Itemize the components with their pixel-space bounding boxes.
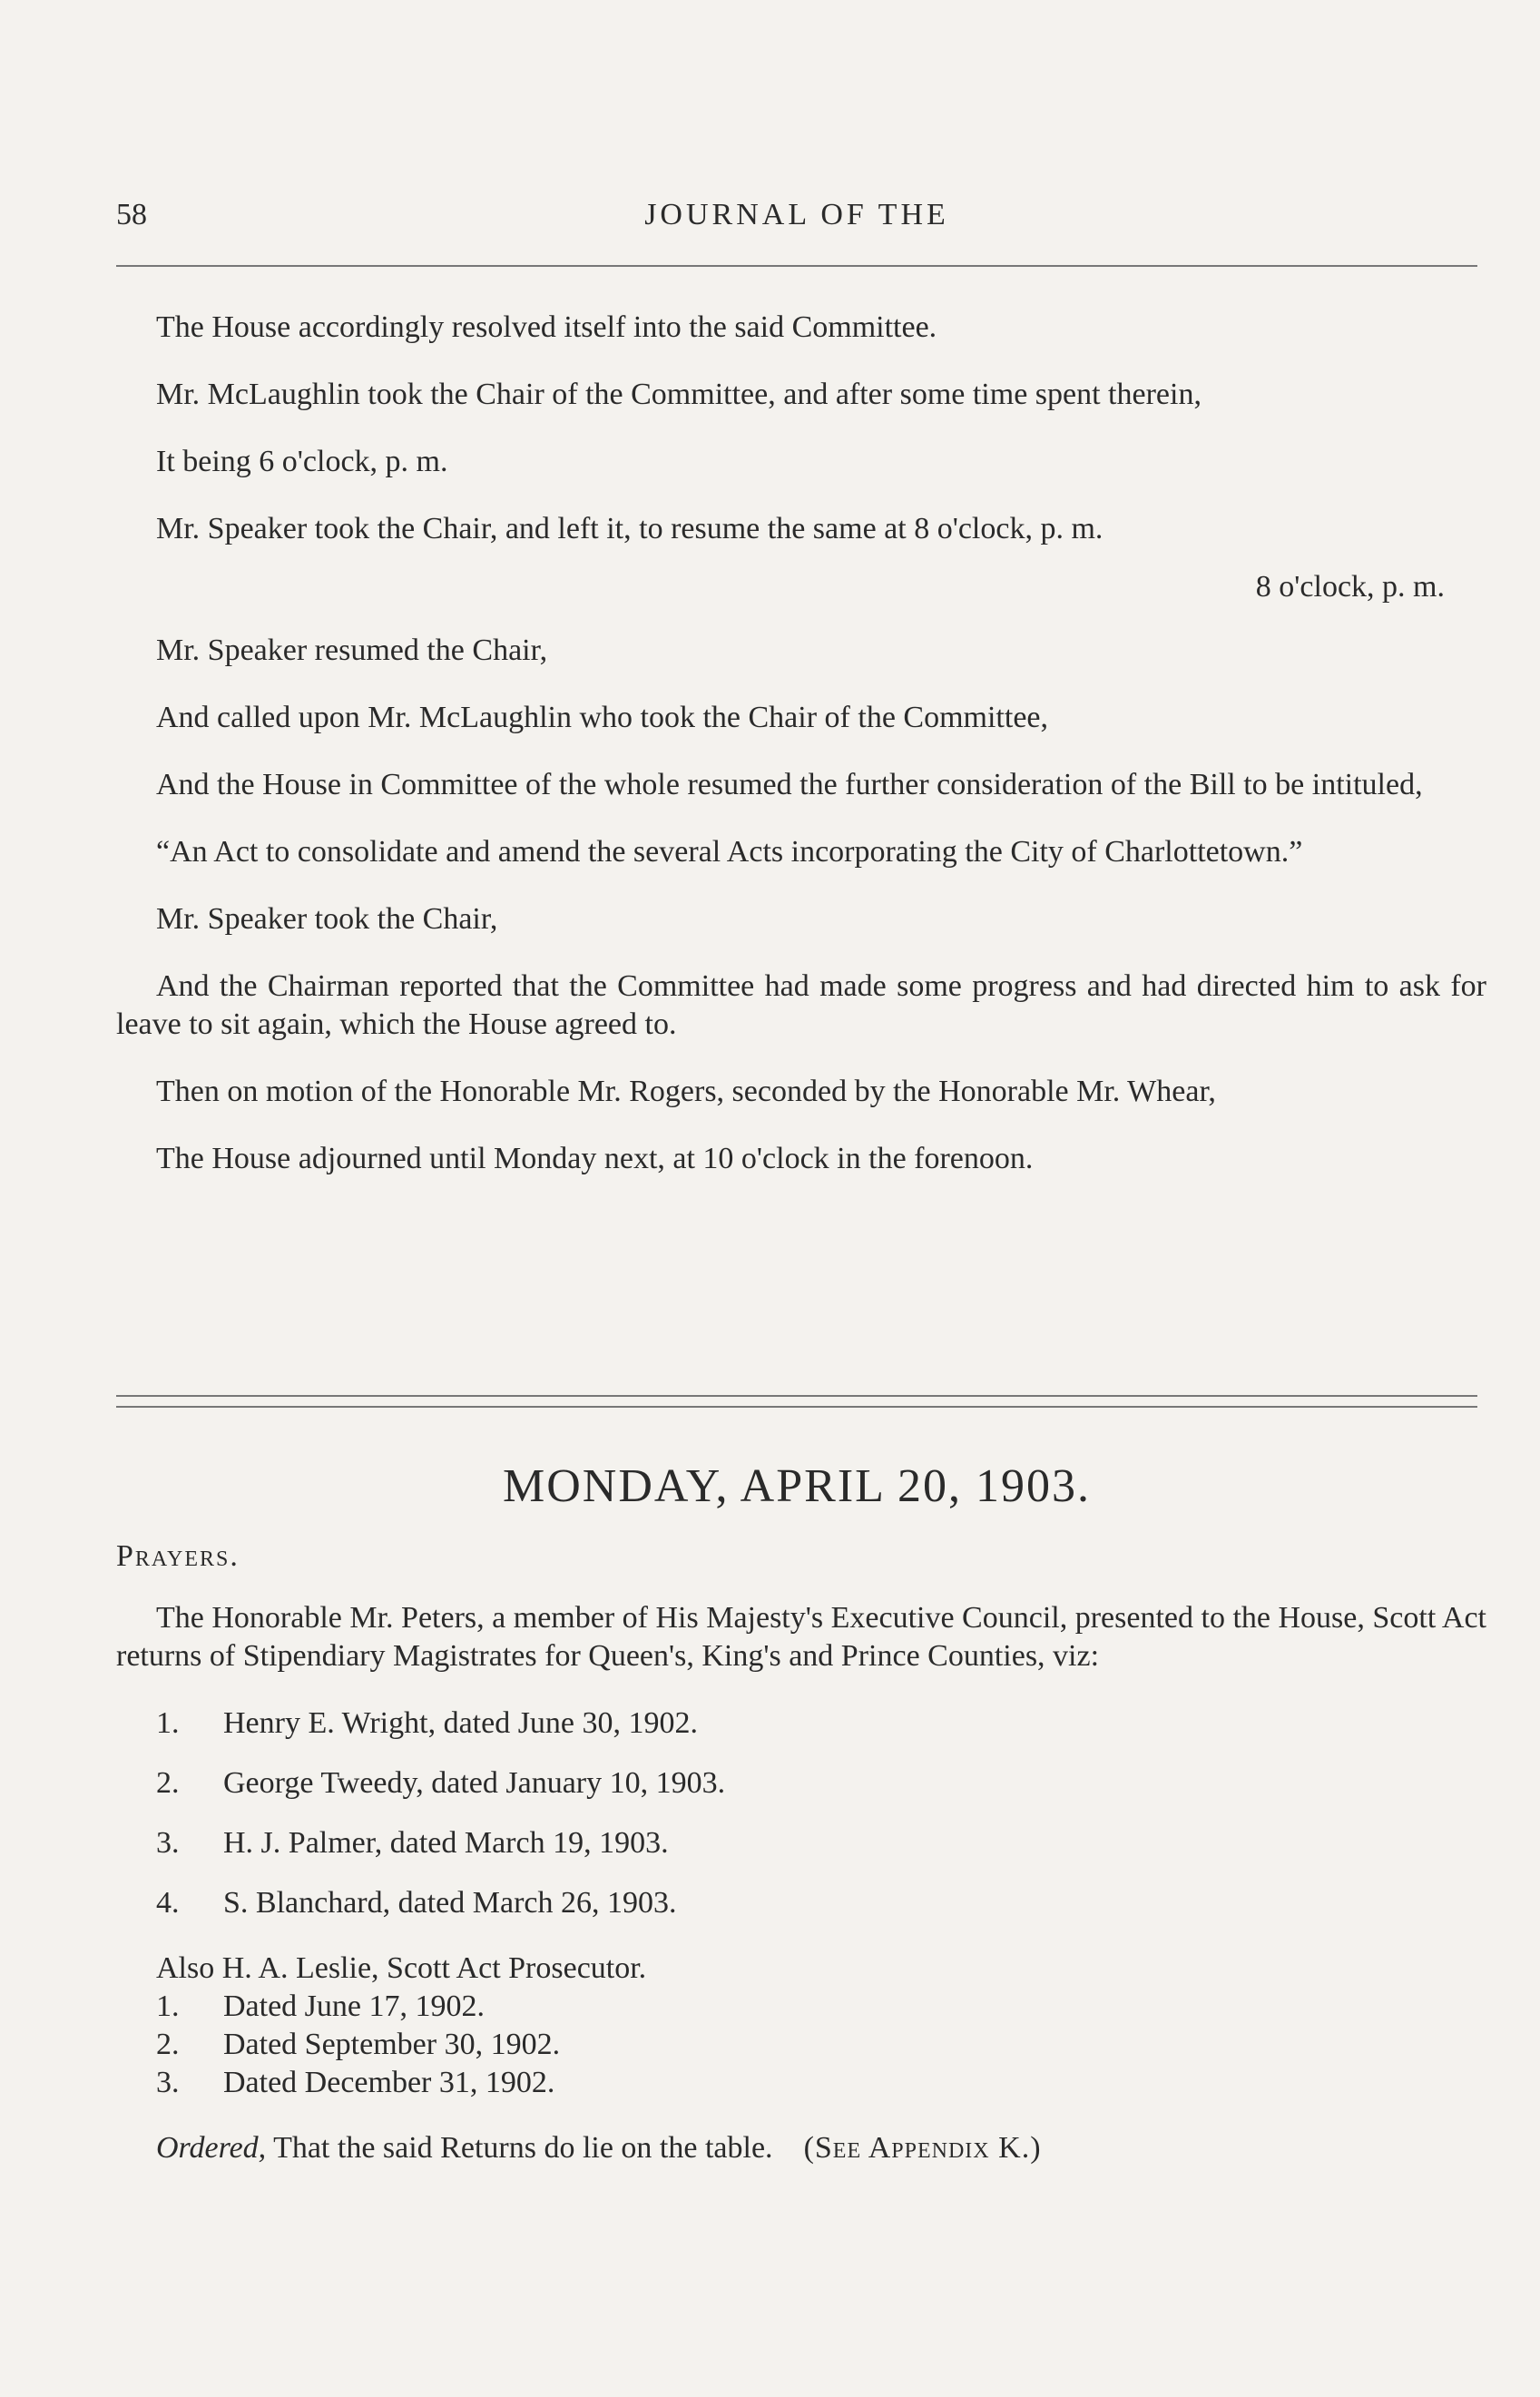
list-item bbox=[116, 1884, 1486, 1922]
paragraph: Mr. McLaughlin took the Chair of the Committee, and after some time spent therein, bbox=[156, 378, 1202, 411]
page-number: 58 bbox=[116, 198, 147, 231]
item-number: 4. bbox=[156, 1886, 180, 1920]
paragraph: And called upon Mr. McLaughlin who took the Chair of the Committee, bbox=[156, 701, 1048, 734]
time-note: 8 o'clock, p. m. bbox=[1255, 570, 1445, 604]
paragraph: And the Chairman reported that the Committee had made some progress and had directed him to ask for leave to sit again, which the House agreed to. bbox=[116, 969, 1486, 1041]
order-paragraph bbox=[116, 2129, 1486, 2167]
item-number: 3. bbox=[156, 2066, 180, 2099]
prayers-heading: Prayers. bbox=[116, 1539, 240, 1573]
item-text: Dated September 30, 1902. bbox=[223, 2028, 561, 2061]
list-item bbox=[116, 1704, 1486, 1743]
item-text: H. J. Palmer, dated March 19, 1903. bbox=[223, 1826, 669, 1860]
proceedings-section-2 bbox=[116, 1537, 1486, 2196]
item-text: Dated June 17, 1902. bbox=[223, 1989, 486, 2023]
paragraph: The Honorable Mr. Peters, a member of His Majesty's Executive Council, presented to the House, Scott Act returns of Stipendiary Magistrates for Queen's, King's and Prince Counties, viz: bbox=[116, 1601, 1486, 1673]
prosecutor-list bbox=[116, 1988, 1486, 2102]
paragraph: The House adjourned until Monday next, at 10 o'clock in the forenoon. bbox=[156, 1142, 1034, 1175]
item-number: 3. bbox=[156, 1826, 180, 1860]
list-item bbox=[116, 1764, 1486, 1803]
page-header bbox=[116, 198, 1477, 243]
paragraph: Mr. Speaker resumed the Chair, bbox=[156, 634, 548, 667]
list-item bbox=[116, 2064, 1486, 2102]
section-divider bbox=[116, 1395, 1477, 1408]
also-line: Also H. A. Leslie, Scott Act Prosecutor. bbox=[156, 1951, 647, 1985]
item-number: 2. bbox=[156, 1766, 180, 1800]
item-text: S. Blanchard, dated March 26, 1903. bbox=[223, 1886, 677, 1920]
item-text: Henry E. Wright, dated June 30, 1902. bbox=[223, 1706, 699, 1740]
appendix-reference: (See Appendix K.) bbox=[803, 2131, 1042, 2165]
item-number: 1. bbox=[156, 1989, 180, 2023]
paragraph: Mr. Speaker took the Chair, and left it, to resume the same at 8 o'clock, p. m. bbox=[156, 512, 1104, 545]
item-text: Dated December 31, 1902. bbox=[223, 2066, 555, 2099]
paragraph: Then on motion of the Honorable Mr. Rogers, seconded by the Honorable Mr. Whear, bbox=[156, 1075, 1216, 1108]
proceedings-section-1 bbox=[116, 309, 1486, 1207]
returns-list bbox=[116, 1704, 1486, 1922]
list-item bbox=[116, 2026, 1486, 2064]
paragraph: The House accordingly resolved itself into the said Committee. bbox=[156, 310, 937, 344]
running-title: JOURNAL OF THE bbox=[644, 198, 949, 231]
item-number: 1. bbox=[156, 1706, 180, 1740]
header-rule bbox=[116, 265, 1477, 267]
item-number: 2. bbox=[156, 2028, 180, 2061]
list-item bbox=[116, 1988, 1486, 2026]
paragraph: It being 6 o'clock, p. m. bbox=[156, 445, 448, 478]
bill-title: “An Act to consolidate and amend the several Acts incorporating the City of Charlottetown.” bbox=[156, 835, 1303, 869]
paragraph: Mr. Speaker took the Chair, bbox=[156, 902, 498, 936]
ordered-text: That the said Returns do lie on the table. bbox=[266, 2131, 773, 2165]
item-text: George Tweedy, dated January 10, 1903. bbox=[223, 1766, 726, 1800]
list-item bbox=[116, 1824, 1486, 1862]
paragraph: And the House in Committee of the whole resumed the further consideration of the Bill to be intituled, bbox=[156, 768, 1423, 801]
ordered-label: Ordered, bbox=[156, 2131, 267, 2165]
date-heading: MONDAY, APRIL 20, 1903. bbox=[503, 1460, 1091, 1512]
